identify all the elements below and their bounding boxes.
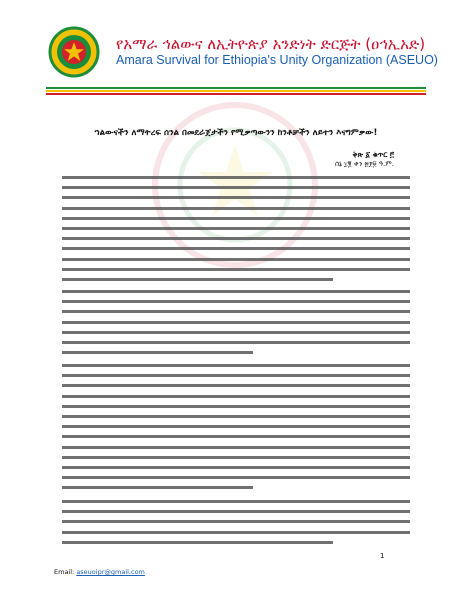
body-paragraph (62, 498, 410, 549)
issue-number: ቅጽ ፩ ቁጥር ፫ (352, 150, 394, 159)
page-number: 1 (380, 552, 385, 560)
flag-stripe-green (46, 87, 426, 89)
flag-stripe-red (46, 93, 426, 95)
org-name-amharic: የአማራ ኅልውና ለኢትዮጵያ አንድነት ድርጅት (ዐኅኢአድ) (116, 35, 426, 53)
body-paragraph (62, 362, 410, 494)
body-paragraph (62, 174, 410, 286)
issue-date: ሰኔ ፲፪ ቀን ፳፻፱ ዓ.ም. (335, 160, 394, 168)
email-label: Email: (54, 568, 75, 576)
email-link[interactable]: aseuoipr@gmail.com (76, 568, 145, 576)
org-name-english: Amara Survival for Ethiopia's Unity Organization (ASEUO) (116, 53, 438, 67)
flag-stripe-yellow (46, 90, 426, 92)
document-title: ኀልውናችን ለማትረፍ ሰንል በመደራጀታችን የሚቃጣውንን ከንቶቻችን ለይተን እናግምቃው! (94, 128, 378, 138)
organization-logo-icon (48, 26, 100, 78)
body-paragraph (62, 288, 410, 359)
footer-email (54, 568, 145, 576)
